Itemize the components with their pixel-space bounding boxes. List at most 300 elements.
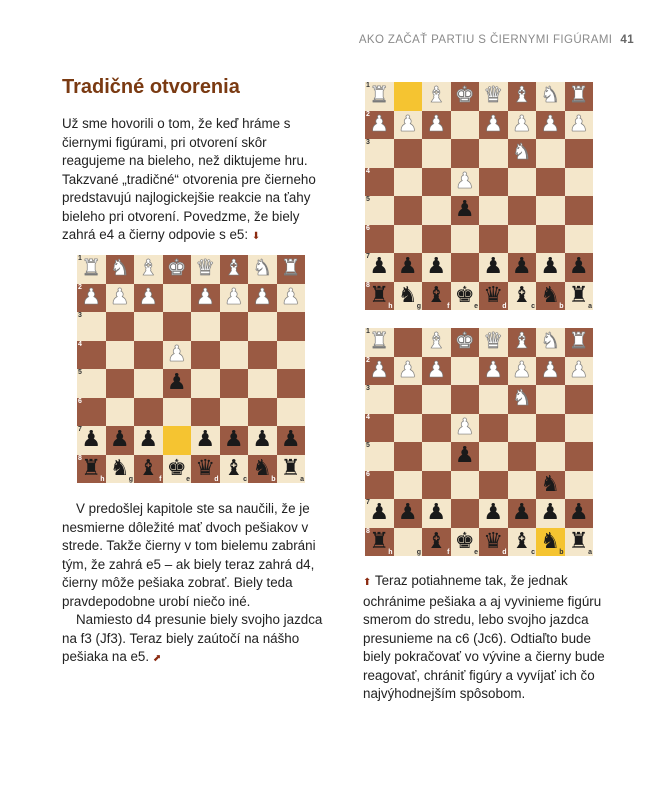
- rank-label: 2: [366, 110, 370, 118]
- board-square: [536, 442, 565, 471]
- white-bishop-icon: ♝: [138, 256, 159, 282]
- rank-label: 6: [78, 397, 82, 405]
- board-square: [536, 499, 565, 528]
- black-knight-icon: ♞: [397, 282, 418, 308]
- board-square: [277, 455, 306, 484]
- white-pawn-icon: ♟: [369, 111, 390, 137]
- board-square: [163, 369, 192, 398]
- black-pawn-icon: ♟: [568, 254, 589, 280]
- board-square: [422, 385, 451, 414]
- board-square: [365, 282, 394, 311]
- board-square: [565, 499, 594, 528]
- board-square: [479, 528, 508, 557]
- file-label: c: [243, 476, 247, 483]
- board-square: [394, 385, 423, 414]
- board-square: [134, 426, 163, 455]
- rank-label: 5: [366, 196, 370, 203]
- board-square: [394, 168, 423, 197]
- board-square: [106, 341, 135, 370]
- board-square: [365, 385, 394, 414]
- file-label: h: [388, 549, 393, 556]
- board-square: [451, 82, 480, 111]
- white-pawn-icon: ♟: [540, 357, 561, 383]
- board-square: [536, 282, 565, 311]
- white-pawn-icon: ♟: [454, 414, 475, 440]
- white-rook-icon: ♜: [81, 256, 102, 282]
- board-square: [565, 328, 594, 357]
- chessboard-after-nf3: [365, 82, 593, 310]
- black-rook-icon: ♜: [280, 455, 301, 481]
- board-square: [508, 357, 537, 386]
- white-rook-icon: ♜: [568, 329, 589, 355]
- white-pawn-icon: ♟: [426, 357, 447, 383]
- board-square: [508, 139, 537, 168]
- board-square: [277, 312, 306, 341]
- black-pawn-icon: ♟: [223, 427, 244, 453]
- black-pawn-icon: ♟: [138, 427, 159, 453]
- board-square: [248, 455, 277, 484]
- board-square: [422, 225, 451, 254]
- white-knight-icon: ♞: [511, 386, 532, 412]
- explanation-text: V predošlej kapitole ste sa naučili, že je nesmierne dôležité mať dvoch pešiakov v strede. Takže čierny v tom bielemu zabráni tým, že zahrá e5 – ak biely teraz zahrá d4, čierny môže pešiaka zobrať. Biely teda pravdepodobne urobí niečo iné.: [62, 501, 316, 609]
- board-square: [394, 282, 423, 311]
- rank-label: 7: [366, 253, 370, 260]
- explanation-paragraph: [62, 500, 324, 669]
- board-square: [163, 255, 192, 284]
- board-square: [163, 455, 192, 484]
- board-square: [422, 528, 451, 557]
- black-pawn-icon: ♟: [483, 254, 504, 280]
- rank-label: 8: [366, 527, 370, 535]
- black-pawn-icon: ♟: [369, 254, 390, 280]
- rank-label: 4: [78, 340, 82, 348]
- board-square: [422, 414, 451, 443]
- board-square: [479, 442, 508, 471]
- board-square: [248, 284, 277, 313]
- white-bishop-icon: ♝: [223, 256, 244, 282]
- white-bishop-icon: ♝: [511, 329, 532, 355]
- board-square: [508, 82, 537, 111]
- arrow-up-icon: ⬆: [363, 577, 372, 588]
- file-label: b: [559, 303, 564, 310]
- board-square: [508, 471, 537, 500]
- board-square: [163, 426, 192, 455]
- board-square: [365, 328, 394, 357]
- black-pawn-icon: ♟: [454, 197, 475, 223]
- board-square: [277, 341, 306, 370]
- black-queen-icon: ♛: [195, 455, 216, 481]
- board-square: [536, 139, 565, 168]
- board-square: [191, 369, 220, 398]
- file-label: a: [588, 303, 592, 310]
- board-square: [365, 528, 394, 557]
- board-square: [394, 414, 423, 443]
- board-square: [394, 111, 423, 140]
- board-square: [422, 328, 451, 357]
- board-square: [565, 82, 594, 111]
- board-square: [191, 398, 220, 427]
- board-square: [422, 139, 451, 168]
- board-square: [508, 196, 537, 225]
- board-square: [106, 455, 135, 484]
- board-square: [479, 385, 508, 414]
- board-square: [191, 426, 220, 455]
- board-square: [134, 455, 163, 484]
- board-square: [191, 284, 220, 313]
- board-square: [163, 341, 192, 370]
- board-square: [191, 255, 220, 284]
- white-pawn-icon: ♟: [280, 284, 301, 310]
- board-square: [451, 225, 480, 254]
- board-square: [191, 455, 220, 484]
- black-pawn-icon: ♟: [397, 500, 418, 526]
- white-queen-icon: ♛: [195, 256, 216, 282]
- board-square: [508, 282, 537, 311]
- chessboard-after-nc6: [365, 328, 593, 556]
- board-square: [106, 398, 135, 427]
- white-pawn-icon: ♟: [511, 357, 532, 383]
- board-square: [220, 426, 249, 455]
- board-square: [565, 282, 594, 311]
- board-square: [248, 426, 277, 455]
- white-rook-icon: ♜: [369, 83, 390, 109]
- black-pawn-icon: ♟: [426, 254, 447, 280]
- board-square: [451, 196, 480, 225]
- file-label: g: [128, 476, 133, 483]
- board-square: [220, 398, 249, 427]
- board-square: [565, 528, 594, 557]
- board-square: [220, 369, 249, 398]
- board-square: [394, 328, 423, 357]
- board-square: [134, 341, 163, 370]
- rank-label: 4: [366, 413, 370, 421]
- board-square: [422, 282, 451, 311]
- file-label: d: [502, 303, 507, 310]
- board-square: [277, 398, 306, 427]
- black-rook-icon: ♜: [369, 282, 390, 308]
- board-square: [365, 442, 394, 471]
- black-pawn-icon: ♟: [369, 500, 390, 526]
- file-label: h: [388, 303, 393, 310]
- board-square: [536, 357, 565, 386]
- white-pawn-icon: ♟: [252, 284, 273, 310]
- black-pawn-icon: ♟: [511, 254, 532, 280]
- board-square: [479, 471, 508, 500]
- board-square: [365, 499, 394, 528]
- board-square: [451, 471, 480, 500]
- board-square: [394, 196, 423, 225]
- board-square: [536, 385, 565, 414]
- white-knight-icon: ♞: [540, 83, 561, 109]
- black-pawn-icon: ♟: [426, 500, 447, 526]
- white-pawn-icon: ♟: [369, 357, 390, 383]
- black-king-icon: ♚: [454, 528, 475, 554]
- board-square: [134, 284, 163, 313]
- running-header: [359, 34, 634, 46]
- board-square: [536, 528, 565, 557]
- board-square: [77, 369, 106, 398]
- intro-paragraph: [62, 115, 324, 247]
- white-pawn-icon: ♟: [138, 284, 159, 310]
- black-pawn-icon: ♟: [511, 500, 532, 526]
- black-bishop-icon: ♝: [426, 282, 447, 308]
- board-square: [565, 168, 594, 197]
- board-square: [451, 168, 480, 197]
- board-square: [479, 499, 508, 528]
- running-title: AKO ZAČAŤ PARTIU S ČIERNYMI FIGÚRAMI: [358, 34, 613, 46]
- black-pawn-icon: ♟: [397, 254, 418, 280]
- knight-move-text: Namiesto d4 presunie biely svojho jazdca na f3 (Jf3). Teraz biely zaútočí na nášho pešiaka na e5.: [62, 612, 323, 664]
- board-square: [77, 455, 106, 484]
- file-label: c: [531, 549, 535, 556]
- black-bishop-icon: ♝: [223, 455, 244, 481]
- section-title: Tradičné otvorenia: [62, 76, 240, 98]
- board-square: [365, 168, 394, 197]
- board-square: [422, 471, 451, 500]
- chessboard-after-e4-e5: [77, 255, 305, 483]
- file-label: b: [271, 476, 276, 483]
- board-square: [508, 253, 537, 282]
- board-square: [365, 82, 394, 111]
- board-square: [479, 328, 508, 357]
- board-square: [277, 255, 306, 284]
- board-square: [451, 442, 480, 471]
- board-square: [394, 471, 423, 500]
- board-square: [508, 528, 537, 557]
- board-square: [565, 139, 594, 168]
- defense-text: Teraz potiahneme tak, že jednak ochránime pešiaka a aj vyvinieme figúru smerom do stredu, lebo svojho jazdca presunieme na c6 (Jc6). Odtiaľto bude biely pokračovať vo vývine a čierny bude reagovať, chrániť figúry a vyvíjať ich čo najvýhodnejším spôsobom.: [363, 573, 605, 701]
- rank-label: 8: [78, 454, 82, 462]
- board-square: [479, 111, 508, 140]
- rank-label: 3: [366, 139, 370, 146]
- arrow-up-right-icon: ⬈: [152, 653, 162, 664]
- black-pawn-icon: ♟: [454, 443, 475, 469]
- board-square: [365, 196, 394, 225]
- board-square: [422, 82, 451, 111]
- board-square: [365, 357, 394, 386]
- black-rook-icon: ♜: [369, 528, 390, 554]
- board-square: [508, 385, 537, 414]
- white-queen-icon: ♛: [483, 329, 504, 355]
- board-square: [479, 282, 508, 311]
- board-square: [394, 357, 423, 386]
- white-pawn-icon: ♟: [483, 111, 504, 137]
- file-label: g: [416, 303, 421, 310]
- board-square: [394, 225, 423, 254]
- file-label: e: [474, 549, 478, 556]
- rank-label: 1: [366, 82, 370, 89]
- board-square: [451, 282, 480, 311]
- file-label: f: [447, 549, 450, 556]
- file-label: a: [588, 549, 592, 556]
- white-rook-icon: ♜: [280, 256, 301, 282]
- page-number: 41: [620, 34, 634, 46]
- board-square: [220, 455, 249, 484]
- board-square: [451, 528, 480, 557]
- board-square: [536, 328, 565, 357]
- board-square: [106, 255, 135, 284]
- file-label: h: [100, 476, 105, 483]
- board-square: [163, 284, 192, 313]
- board-square: [77, 341, 106, 370]
- white-pawn-icon: ♟: [426, 111, 447, 137]
- white-king-icon: ♚: [166, 256, 187, 282]
- black-knight-icon: ♞: [540, 528, 561, 554]
- rank-label: 5: [366, 442, 370, 449]
- board-square: [365, 225, 394, 254]
- board-square: [394, 442, 423, 471]
- black-pawn-icon: ♟: [166, 370, 187, 396]
- white-king-icon: ♚: [454, 83, 475, 109]
- board-square: [565, 357, 594, 386]
- board-square: [508, 168, 537, 197]
- board-square: [565, 225, 594, 254]
- board-square: [422, 196, 451, 225]
- board-square: [134, 369, 163, 398]
- board-square: [106, 426, 135, 455]
- black-knight-icon: ♞: [109, 455, 130, 481]
- black-pawn-icon: ♟: [540, 500, 561, 526]
- rank-label: 5: [78, 369, 82, 376]
- white-queen-icon: ♛: [483, 83, 504, 109]
- black-knight-icon: ♞: [252, 455, 273, 481]
- board-square: [77, 426, 106, 455]
- board-square: [565, 253, 594, 282]
- intro-text: Už sme hovorili o tom, že keď hráme s čiernymi figúrami, pri otvorení skôr reagujeme na bieleho, než diktujeme hru. Takzvané „tradičné“ otvorenia pre čierneho predstavujú najlogickejšie reakcie na ťahy bieleho pri otvorení. Povedzme, že biely zahrá e4 a čierny odpovie s e5:: [62, 116, 316, 242]
- black-bishop-icon: ♝: [511, 528, 532, 554]
- board-square: [365, 414, 394, 443]
- file-label: e: [474, 303, 478, 310]
- board-square: [277, 426, 306, 455]
- black-pawn-icon: ♟: [568, 500, 589, 526]
- board-square: [565, 442, 594, 471]
- board-square: [77, 284, 106, 313]
- file-label: f: [159, 476, 162, 483]
- board-square: [248, 255, 277, 284]
- board-square: [536, 414, 565, 443]
- white-pawn-icon: ♟: [568, 357, 589, 383]
- board-square: [422, 499, 451, 528]
- white-pawn-icon: ♟: [81, 284, 102, 310]
- black-queen-icon: ♛: [483, 528, 504, 554]
- white-pawn-icon: ♟: [454, 168, 475, 194]
- file-label: d: [502, 549, 507, 556]
- rank-label: 2: [366, 356, 370, 364]
- white-pawn-icon: ♟: [511, 111, 532, 137]
- board-square: [479, 225, 508, 254]
- board-square: [508, 442, 537, 471]
- board-square: [565, 471, 594, 500]
- black-knight-icon: ♞: [540, 282, 561, 308]
- file-label: b: [559, 549, 564, 556]
- board-square: [479, 196, 508, 225]
- board-square: [163, 398, 192, 427]
- board-square: [451, 499, 480, 528]
- board-square: [536, 82, 565, 111]
- board-square: [277, 284, 306, 313]
- board-square: [191, 341, 220, 370]
- rank-label: 2: [78, 283, 82, 291]
- white-king-icon: ♚: [454, 329, 475, 355]
- black-knight-icon: ♞: [540, 471, 561, 497]
- board-square: [508, 414, 537, 443]
- board-square: [536, 471, 565, 500]
- board-square: [394, 253, 423, 282]
- black-pawn-icon: ♟: [81, 427, 102, 453]
- board-square: [422, 442, 451, 471]
- black-pawn-icon: ♟: [483, 500, 504, 526]
- black-rook-icon: ♜: [568, 528, 589, 554]
- board-square: [163, 312, 192, 341]
- white-pawn-icon: ♟: [540, 111, 561, 137]
- rank-label: 8: [366, 281, 370, 289]
- white-knight-icon: ♞: [540, 329, 561, 355]
- black-pawn-icon: ♟: [540, 254, 561, 280]
- board-square: [106, 369, 135, 398]
- rank-label: 7: [78, 426, 82, 433]
- arrow-down-icon: ⬇: [251, 231, 261, 242]
- board-square: [536, 196, 565, 225]
- board-square: [106, 284, 135, 313]
- board-square: [479, 357, 508, 386]
- board-square: [508, 111, 537, 140]
- black-pawn-icon: ♟: [280, 427, 301, 453]
- white-pawn-icon: ♟: [568, 111, 589, 137]
- white-knight-icon: ♞: [109, 256, 130, 282]
- white-bishop-icon: ♝: [426, 83, 447, 109]
- board-square: [565, 196, 594, 225]
- file-label: g: [416, 549, 421, 556]
- board-square: [451, 139, 480, 168]
- board-square: [508, 499, 537, 528]
- board-square: [365, 253, 394, 282]
- white-pawn-icon: ♟: [223, 284, 244, 310]
- board-square: [536, 168, 565, 197]
- board-square: [394, 528, 423, 557]
- board-square: [451, 253, 480, 282]
- black-king-icon: ♚: [454, 282, 475, 308]
- board-square: [134, 398, 163, 427]
- white-rook-icon: ♜: [369, 329, 390, 355]
- defense-paragraph: [363, 572, 611, 704]
- board-square: [479, 253, 508, 282]
- board-square: [479, 139, 508, 168]
- board-square: [248, 398, 277, 427]
- board-square: [479, 414, 508, 443]
- board-square: [77, 255, 106, 284]
- white-bishop-icon: ♝: [426, 329, 447, 355]
- board-square: [220, 312, 249, 341]
- white-rook-icon: ♜: [568, 83, 589, 109]
- white-pawn-icon: ♟: [397, 111, 418, 137]
- black-bishop-icon: ♝: [511, 282, 532, 308]
- board-square: [134, 312, 163, 341]
- rank-label: 3: [366, 385, 370, 392]
- board-square: [191, 312, 220, 341]
- board-square: [479, 82, 508, 111]
- white-pawn-icon: ♟: [166, 341, 187, 367]
- rank-label: 3: [78, 312, 82, 319]
- board-square: [536, 111, 565, 140]
- board-square: [451, 414, 480, 443]
- board-square: [248, 312, 277, 341]
- file-label: f: [447, 303, 450, 310]
- board-square: [451, 111, 480, 140]
- board-square: [565, 385, 594, 414]
- board-square: [77, 398, 106, 427]
- file-label: a: [300, 476, 304, 483]
- board-square: [394, 139, 423, 168]
